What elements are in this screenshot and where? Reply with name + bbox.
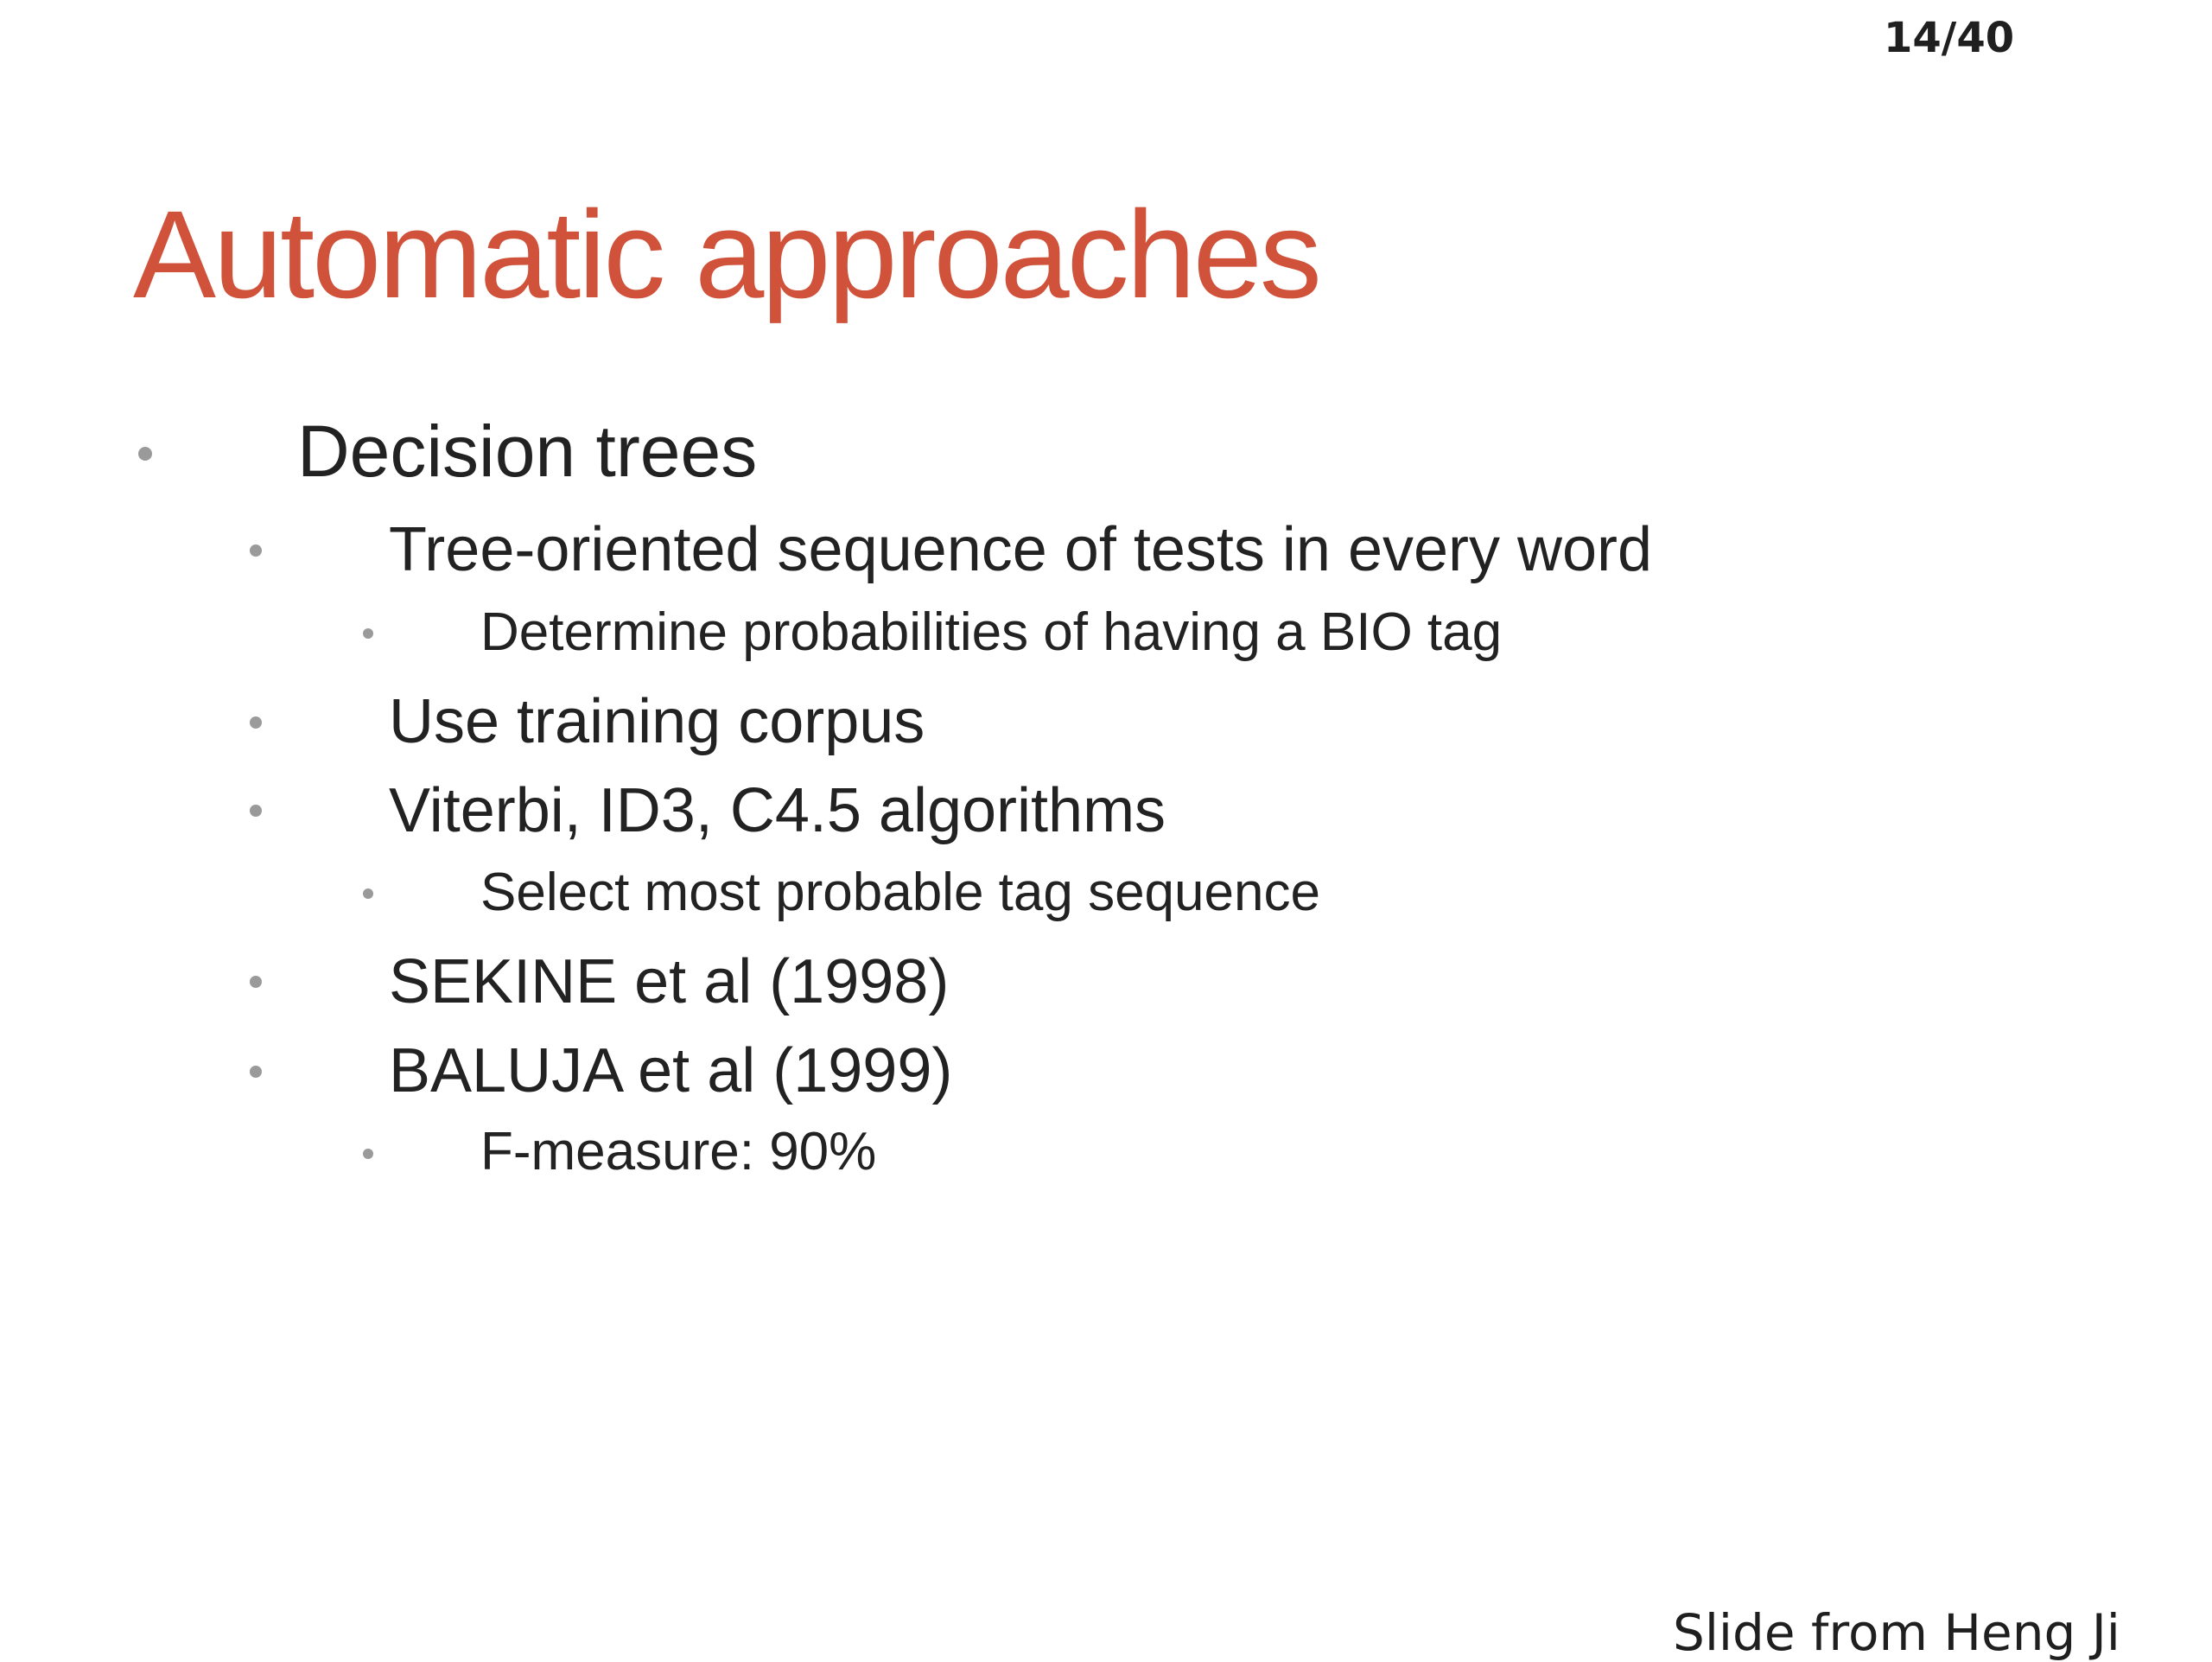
bullet-text: BALUJA et al (1999) bbox=[389, 1036, 953, 1105]
bullet-dot bbox=[250, 544, 262, 557]
slide-credit: Slide from Heng Ji bbox=[1673, 1603, 2120, 1662]
bullet-dot bbox=[250, 716, 262, 729]
bullet-dot bbox=[138, 447, 152, 461]
page-number: 14/40 bbox=[1884, 14, 2015, 62]
bullet-text: Viterbi, ID3, C4.5 algorithms bbox=[389, 776, 1166, 845]
bullet-text: Determine probabilities of having a BIO tag bbox=[480, 602, 1503, 662]
bullet-dot bbox=[250, 1066, 262, 1078]
slide-title: Automatic approaches bbox=[133, 185, 1319, 324]
bullet-text: SEKINE et al (1998) bbox=[389, 947, 950, 1016]
bullet-dot bbox=[250, 976, 262, 988]
bullet-dot bbox=[363, 628, 373, 639]
bullet-dot bbox=[363, 1149, 373, 1159]
bullet-dot bbox=[250, 805, 262, 817]
bullet-text: Select most probable tag sequence bbox=[480, 863, 1320, 922]
bullet-text: Use training corpus bbox=[389, 687, 925, 756]
bullet-dot bbox=[363, 888, 373, 899]
bullet-text: Decision trees bbox=[297, 411, 758, 492]
bullet-text: F-measure: 90% bbox=[480, 1122, 877, 1181]
bullet-text: Tree-oriented sequence of tests in every word bbox=[389, 515, 1653, 584]
